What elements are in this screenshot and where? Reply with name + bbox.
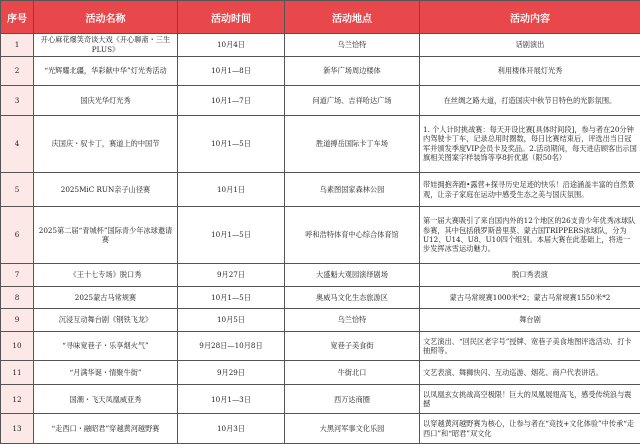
activity-name: 开心麻花爆笑奇谈大戏《开心聊斋・三生PLUS》 <box>34 34 178 57</box>
row-index: 13 <box>1 414 34 444</box>
row-index: 12 <box>1 385 34 414</box>
activity-place: 奥威马文化生态旅游区 <box>285 286 420 309</box>
row-index: 5 <box>1 173 34 207</box>
activity-name: 庆国庆・驭卡丁，赛道上的中国节 <box>34 115 178 173</box>
activity-content: 以穿越黄河越野赛为核心，让参与者在“竞技+文化体验”中传承“走西口”和“昭君”双文化 <box>420 414 640 444</box>
table-row <box>1 56 640 85</box>
activity-name: 2025第二届“青城杯”国际青少年冰球邀请赛 <box>34 207 178 264</box>
row-index: 10 <box>1 331 34 360</box>
activity-place: 西万达商圈 <box>285 385 420 414</box>
activity-name: 2025MiC RUN亲子山径赛 <box>34 173 178 207</box>
row-index: 11 <box>1 361 34 385</box>
activity-place: 乌素图国家森林公园 <box>285 173 420 207</box>
activity-content: 话剧演出 <box>420 34 640 57</box>
table-row <box>1 34 640 57</box>
activity-time: 10月3日 <box>178 414 285 444</box>
table-row <box>1 385 640 414</box>
activity-name: 《王十七专场》脱口秀 <box>34 263 178 286</box>
activity-time: 10月1日 <box>178 173 285 207</box>
table-header-row <box>1 1 640 34</box>
activity-place: 大盛魁大观园演绎剧场 <box>285 263 420 286</box>
activity-place: 牛街北口 <box>285 361 420 385</box>
activity-name: “月满华诞・情聚牛街” <box>34 361 178 385</box>
activity-name: 沉浸互动舞台剧《钢铁飞龙》 <box>34 309 178 332</box>
header-content: 活动内容 <box>420 1 640 34</box>
activity-content: 蒙古马常规赛1000米*2；蒙古马常规赛1550米*2 <box>420 286 640 309</box>
activity-time: 9月27日 <box>178 263 285 286</box>
table-row <box>1 286 640 309</box>
activity-time: 10月1—5日 <box>178 207 285 264</box>
header-place: 活动地点 <box>285 1 420 34</box>
row-index: 3 <box>1 86 34 115</box>
activity-place: 胜道搏岳国际卡丁车场 <box>285 115 420 173</box>
activity-content: 脱口秀表演 <box>420 263 640 286</box>
row-index: 8 <box>1 286 34 309</box>
table-row <box>1 309 640 332</box>
activity-name: “寻味宽巷子・乐享烟火气” <box>34 331 178 360</box>
row-index: 6 <box>1 207 34 264</box>
table-row <box>1 207 640 264</box>
header-name: 活动名称 <box>34 1 178 34</box>
activity-name: 国潮・飞天凤凰威亚秀 <box>34 385 178 414</box>
activity-place: 大黑河军事文化乐园 <box>285 414 420 444</box>
activity-content: 以凤凰玄女挑战高空极限！巨大的凤凰展翅高飞，感受传统浪与震撼 <box>420 385 640 414</box>
activity-name: “走西口・融昭君”穿越黄河越野赛 <box>34 414 178 444</box>
activity-time: 10月1—7日 <box>178 86 285 115</box>
activity-name: 2025蒙古马常规赛 <box>34 286 178 309</box>
row-index: 2 <box>1 56 34 85</box>
activity-time: 9月29日 <box>178 361 285 385</box>
table-row <box>1 115 640 173</box>
activity-place: 呼和浩特体育中心综合体育馆 <box>285 207 420 264</box>
row-index: 1 <box>1 34 34 57</box>
table-row <box>1 86 640 115</box>
activity-time: 10月4日 <box>178 34 285 57</box>
activity-time: 10月1—3日 <box>178 385 285 414</box>
row-index: 4 <box>1 115 34 173</box>
activity-time: 10月5日 <box>178 309 285 332</box>
activity-time: 9月28日—10月8日 <box>178 331 285 360</box>
activity-time: 10月1—5日 <box>178 115 285 173</box>
activity-content: 带娃拥抱奔跑•露营+探寻历史足迹的快乐！沿途涵盖丰富的自然景观，让亲子家庭在运动中感受生态之美与国庆氛围。 <box>420 173 640 207</box>
activity-place: 新华广场周边楼体 <box>285 56 420 85</box>
table-row <box>1 263 640 286</box>
row-index: 7 <box>1 263 34 286</box>
table-row <box>1 414 640 444</box>
table-row <box>1 361 640 385</box>
header-index: 序号 <box>1 1 34 34</box>
activity-content: 文艺表演、舞狮快闪、互动巡游、烟花、商户代表讲话。 <box>420 361 640 385</box>
activity-content: 第一届大赛吸引了来自国内外的12个地区的26支青少年优秀冰球队参赛，其中包括俄罗斯普里莫、蒙古国TRIPPERS冰球队，分为U12、U14、U8、U10四个组别。本届大赛在此基础上，将进一步发挥冰雪运动魅力。 <box>420 207 640 264</box>
row-index: 9 <box>1 309 34 332</box>
activity-place: 乌兰恰特 <box>285 309 420 332</box>
activity-place: 问道广场、吉祥哈达广场 <box>285 86 420 115</box>
activity-content: 1. 个人计时挑战赛：每天开设比赛[具体时间段]，参与者在20分钟内驾驶卡丁车，记录总用时圈数，每日比赛结束后，评选出当日冠军并颁发季度VIP会员卡及奖品。2.活动期间，每天进店顾客出示国旗相关图案字样装饰等享8折优惠（限50名） <box>420 115 640 173</box>
activity-name: 国庆光华灯光秀 <box>34 86 178 115</box>
activity-place: 宽巷子美食街 <box>285 331 420 360</box>
activity-place: 乌兰恰特 <box>285 34 420 57</box>
table-row <box>1 331 640 360</box>
activity-time: 10月1—5日 <box>178 286 285 309</box>
table-row <box>1 173 640 207</box>
activity-time: 10月1—8日 <box>178 56 285 85</box>
activity-content: 文艺演出、“回民区老字号”授牌、宽巷子美食地图评选活动、打卡抽照等。 <box>420 331 640 360</box>
activity-content: 舞台剧 <box>420 309 640 332</box>
activity-content: 在丝绸之路大道，打造国庆中秋节日特色的光影氛围。 <box>420 86 640 115</box>
header-time: 活动时间 <box>178 1 285 34</box>
activity-name: “光辉耀北疆，华彩献中华”灯光秀活动 <box>34 56 178 85</box>
activity-content: 利用楼体开展灯光秀 <box>420 56 640 85</box>
